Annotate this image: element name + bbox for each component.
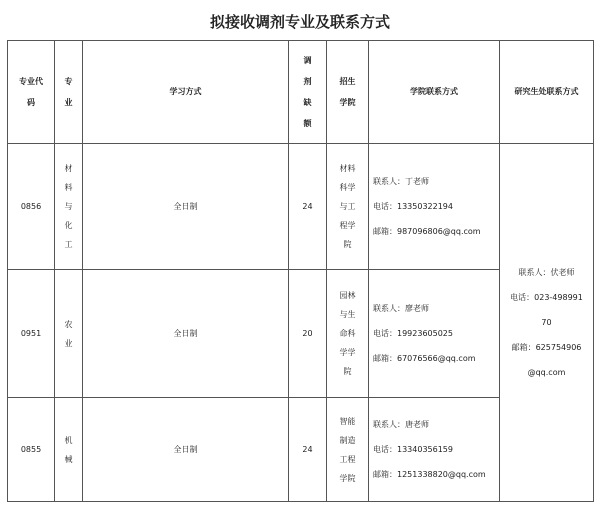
header-vacancies: 调 剂 缺 额 <box>289 41 327 144</box>
cell-code: 0951 <box>8 270 55 398</box>
cell-study-mode: 全日制 <box>83 144 289 270</box>
cell-vacancies: 24 <box>289 398 327 502</box>
cell-major: 材 料 与 化 工 <box>55 144 83 270</box>
grad-contact-person: 联系人：伏老师 <box>518 268 575 277</box>
cell-vacancies: 24 <box>289 144 327 270</box>
cell-college: 材料 科学 与工 程学 院 <box>327 144 369 270</box>
cell-study-mode: 全日制 <box>83 398 289 502</box>
grad-email-line1: 邮箱：625754906 <box>511 343 582 352</box>
cell-major: 农 业 <box>55 270 83 398</box>
table-row <box>8 144 594 270</box>
contact-email: 邮箱：1251338820@qq.com <box>373 470 486 479</box>
cell-college-contact <box>369 270 500 398</box>
contact-email: 邮箱：987096806@qq.com <box>373 227 481 236</box>
contact-person: 联系人：廖老师 <box>373 304 429 313</box>
contact-person: 联系人：唐老师 <box>373 420 429 429</box>
header-study-mode: 学习方式 <box>83 41 289 144</box>
cell-college-contact <box>369 398 500 502</box>
cell-major: 机 械 <box>55 398 83 502</box>
cell-vacancies: 20 <box>289 270 327 398</box>
grad-email-line2: @qq.com <box>527 368 566 377</box>
grad-phone-line1: 电话：023-498991 <box>510 293 583 302</box>
cell-college-contact <box>369 144 500 270</box>
contact-email: 邮箱：67076566@qq.com <box>373 354 476 363</box>
cell-college: 智能 制造 工程 学院 <box>327 398 369 502</box>
header-college-contact: 学院联系方式 <box>369 41 500 144</box>
contact-phone: 电话：19923605025 <box>373 329 453 338</box>
cell-study-mode: 全日制 <box>83 270 289 398</box>
cell-code: 0856 <box>8 144 55 270</box>
header-grad-office-contact: 研究生处联系方式 <box>500 41 594 144</box>
cell-code: 0855 <box>8 398 55 502</box>
contact-person: 联系人：丁老师 <box>373 177 429 186</box>
cell-college: 园林 与生 命科 学学 院 <box>327 270 369 398</box>
header-code: 专业代 码 <box>8 41 55 144</box>
page-title: 拟接收调剂专业及联系方式 <box>209 13 390 31</box>
header-major: 专 业 <box>55 41 83 144</box>
majors-table <box>7 40 594 502</box>
cell-grad-office-contact <box>500 144 594 502</box>
contact-phone: 电话：13340356159 <box>373 445 453 454</box>
grad-phone-line2: 70 <box>541 318 552 327</box>
header-college: 招生 学院 <box>327 41 369 144</box>
table-header-row <box>8 41 594 144</box>
contact-phone: 电话：13350322194 <box>373 202 453 211</box>
